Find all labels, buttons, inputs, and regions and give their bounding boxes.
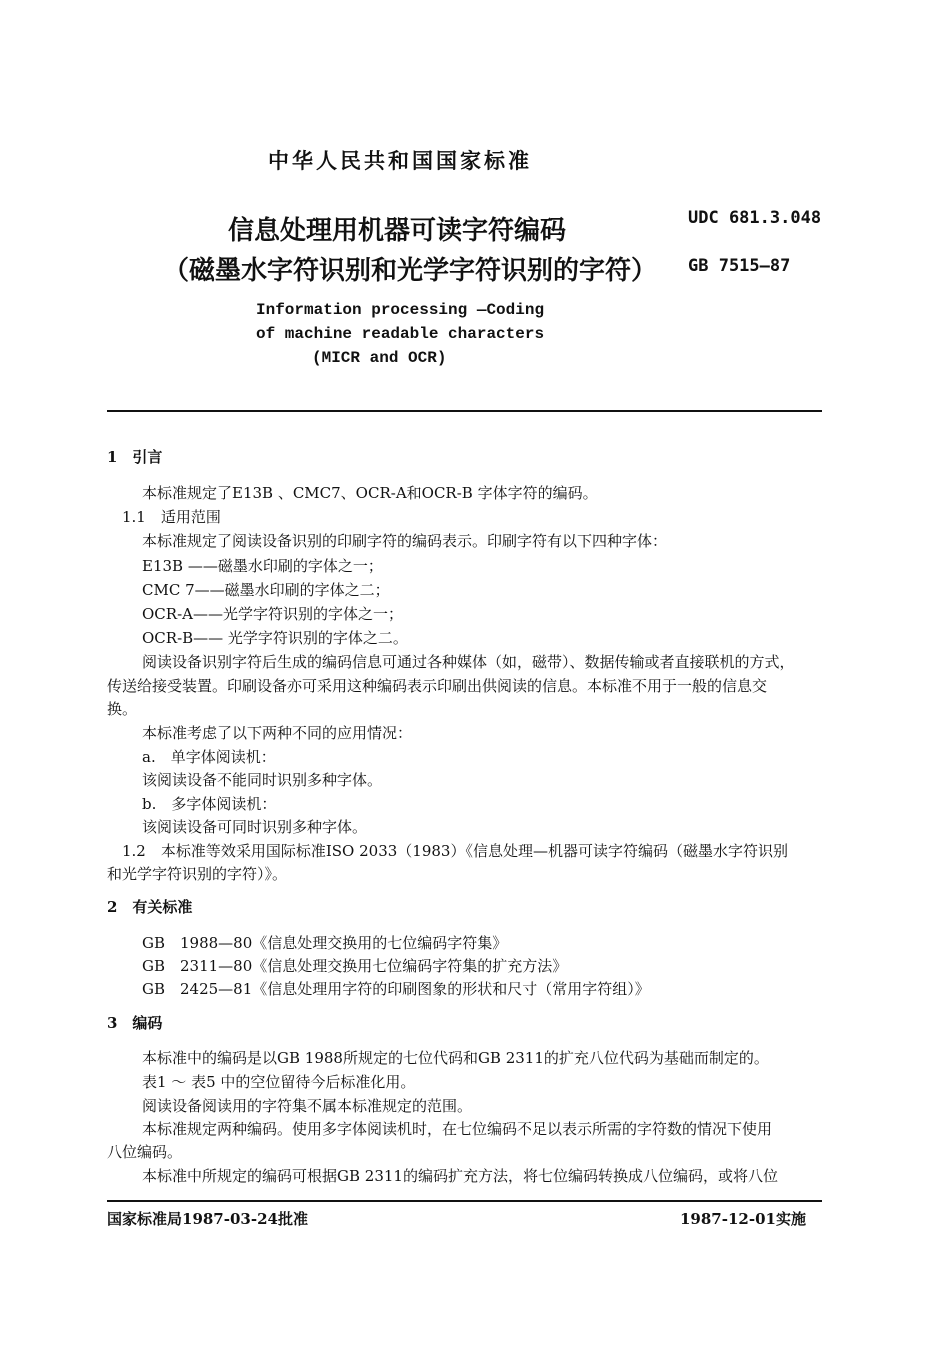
case-b-label: b. 多字体阅读机： <box>142 795 277 813</box>
paragraph-line: 换。 <box>107 700 138 718</box>
gb-number: GB 7515—87 <box>688 256 791 276</box>
effective-date: 1987-12-01实施 <box>680 1210 806 1228</box>
subsection-1-1-heading: 1.1 适用范围 <box>122 508 221 526</box>
national-standard-title: 中华人民共和国国家标准 <box>268 148 532 173</box>
cases-intro: 本标准考虑了以下两种不同的应用情况： <box>142 724 413 742</box>
case-a-label: a. 单字体阅读机： <box>142 748 276 766</box>
approval-date: 国家标准局1987-03-24批准 <box>107 1210 308 1228</box>
paragraph-line: 八位编码。 <box>107 1143 183 1161</box>
header-divider <box>107 410 822 412</box>
case-b-text: 该阅读设备可同时识别多种字体。 <box>142 818 368 836</box>
paragraph-line: 本标准中的编码是以GB 1988所规定的七位代码和GB 2311的扩充八位代码为基础而制定的。 <box>142 1049 769 1067</box>
paragraph-line: 阅读设备阅读用的字符集不属本标准规定的范围。 <box>142 1097 473 1115</box>
font-item: OCR-A——光学字符识别的字体之一； <box>142 605 403 623</box>
reference-item: GB 2425—81《信息处理用字符的印刷图象的形状和尺寸（常用字符组）》 <box>142 980 650 998</box>
subsection-1-2-line2: 和光学字符识别的字符）》。 <box>107 865 288 883</box>
title-zh-line1: 信息处理用机器可读字符编码 <box>228 216 567 246</box>
font-item: OCR-B—— 光学字符识别的字体之二。 <box>142 629 408 647</box>
font-item: E13B ——磁墨水印刷的字体之一； <box>142 557 383 575</box>
section1-heading: 1 引言 <box>107 448 163 466</box>
paragraph-line: 传送给接受装置。印刷设备亦可采用这种编码表示印刷出供阅读的信息。本标准不用于一般的信息交 <box>107 677 768 695</box>
section3-heading: 3 编码 <box>107 1014 163 1032</box>
title-zh-line2: （磁墨水字符识别和光学字符识别的字符） <box>163 256 658 286</box>
paragraph-line: 本标准规定两种编码。使用多字体阅读机时，在七位编码不足以表示所需的字符数的情况下使用 <box>142 1120 773 1138</box>
font-item: CMC 7——磁墨水印刷的字体之二； <box>142 581 390 599</box>
case-a-text: 该阅读设备不能同时识别多种字体。 <box>142 771 383 789</box>
title-en-line2: of machine readable characters <box>256 325 545 343</box>
subsection-1-2-line1: 1.2 本标准等效采用国际标准ISO 2033（1983）《信息处理—机器可读字符编码（磁墨水字符识别 <box>122 842 788 860</box>
paragraph-line: 阅读设备识别字符后生成的编码信息可通过各种媒体（如，磁带）、数据传输或者直接联机的方式， <box>142 653 795 671</box>
subsection-1-1-text: 本标准规定了阅读设备识别的印刷字符的编码表示。印刷字符有以下四种字体： <box>142 532 668 550</box>
reference-item: GB 1988—80《信息处理交换用的七位编码字符集》 <box>142 934 508 952</box>
paragraph-line: 表1 ～ 表5 中的空位留待今后标准化用。 <box>142 1073 416 1091</box>
section1-intro: 本标准规定了E13B 、CMC7、OCR-A和OCR-B 字体字符的编码。 <box>142 484 598 502</box>
reference-item: GB 2311—80《信息处理交换用七位编码字符集的扩充方法》 <box>142 957 568 975</box>
title-en-line1: Information processing —Coding <box>256 301 545 319</box>
section2-heading: 2 有关标准 <box>107 898 193 916</box>
footer-divider <box>107 1200 822 1202</box>
udc-code: UDC 681.3.048 <box>688 208 822 228</box>
title-en-line3: (MICR and OCR) <box>312 349 447 367</box>
paragraph-line: 本标准中所规定的编码可根据GB 2311的编码扩充方法，将七位编码转换成八位编码，或将八位 <box>142 1167 778 1185</box>
